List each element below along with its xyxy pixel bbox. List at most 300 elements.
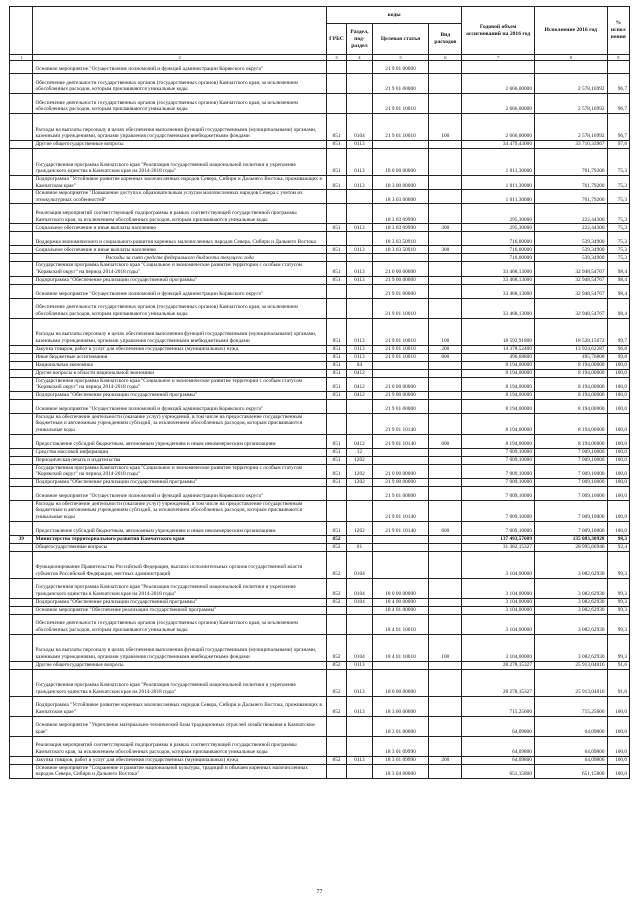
row-name: Государственная программа Камчатского края "Реализация государственной национальной политики и укрепление гражданского единства в Камчатском крае на 2014-2018 годы" [33,669,326,696]
row-target: 21 9 01 10140 [372,434,429,448]
report-page [9,6,630,779]
row-vid [429,284,462,298]
row-vid [429,94,462,114]
table-row [10,204,630,224]
row-name: Подпрограмма "Обеспечение реализации государственной программы" [33,391,326,399]
row-number [10,764,33,778]
row-name: Общегосударственные вопросы [33,543,326,551]
table-row [10,756,630,764]
table-row [10,94,630,114]
row-name: Государственная программа Камчатского края "Социальное и экономическое развитие территории с особым статусом "Корякский округ" на период 2014-2018 годы" [33,262,326,276]
row-number [10,94,33,114]
table-row [10,74,630,94]
row-name: Средства массовой информации [33,448,326,456]
row-name: Расходы на выплаты персоналу в целях обеспечения выполнения функций государственными (муниципальными) органами, казенными учреждениями, органами управления государственными внебюджетными фондами [33,318,326,345]
row-razdel [347,94,373,114]
row-number [10,634,33,661]
row-name: Расходы за счет средств федерального бюджета текущего года [33,254,326,262]
row-grbs: 851 [326,345,346,353]
table-row [10,284,630,298]
row-razdel: 0104 [347,598,373,606]
row-name: Расходы на выплаты персоналу в целях обеспечения выполнения функций государственными (муниципальными) органами, казенными учреждениями, органами управления государственными внебюджетными фондами [33,634,326,661]
row-vid [429,669,462,696]
row-grbs: 851 [326,262,346,276]
row-vid [429,578,462,598]
row-razdel [347,535,373,543]
row-razdel [347,486,373,500]
row-annual: 2 666,00000 [462,74,535,94]
row-name: Обеспечение деятельности государственных органов (государственных органов) Камчатского края, за исключением обособленных расходов, которым присваиваются уникальные коды [33,74,326,94]
row-exec: 761,79200 [534,190,607,204]
row-percent: 100,0 [607,377,629,391]
row-number [10,61,33,74]
row-number [10,276,33,284]
row-number [10,377,33,391]
row-name: Государственная программа Камчатского края "Реализация государственной национальной политики и укрепление гражданского единства в Камчатском крае на 2014-2018 годы" [33,578,326,598]
row-exec: 539,34900 [534,254,607,262]
row-razdel: 1202 [347,464,373,478]
row-percent: 75,3 [607,149,629,176]
row-name: Иные бюджетные ассигнования [33,353,326,361]
row-target: 21 9 01 00000 [372,284,429,298]
row-razdel [347,298,373,318]
row-grbs [326,61,346,74]
row-percent: 75,3 [607,232,629,246]
row-target: 18 3 03 50910 [372,232,429,246]
row-grbs: 851 [326,114,346,141]
row-number [10,114,33,141]
row-target: 18 3 03 00000 [372,190,429,204]
row-vid [429,551,462,578]
row-razdel: 0113 [347,141,373,149]
row-name: Подпрограмма "Обеспечение реализации государственной программы" [33,598,326,606]
row-annual: 7 009,10000 [462,500,535,521]
row-percent: 98,4 [607,262,629,276]
row-percent: 75,3 [607,246,629,254]
row-target: 21 9 01 00000 [372,74,429,94]
row-exec: 3 082,62930 [534,598,607,606]
row-percent: 98,4 [607,284,629,298]
row-grbs: 851 [326,521,346,535]
row-target: 21 9 01 00000 [372,61,429,74]
row-exec: 33 710,33967 [534,141,607,149]
row-number [10,254,33,262]
row-annual: 137 493,57609 [462,535,535,543]
row-vid [429,61,462,74]
row-percent [607,61,629,74]
row-exec: 3 082,62930 [534,634,607,661]
row-percent: 99,7 [607,318,629,345]
row-target: 21 9 01 10010 [372,94,429,114]
row-number [10,413,33,434]
row-name: Основное мероприятие "Осуществление полномочий и функций администрации Корякского округа" [33,486,326,500]
table-row [10,543,630,551]
row-grbs: 852 [326,551,346,578]
col-num: 3 [326,55,346,61]
row-target: 21 9 01 00000 [372,486,429,500]
row-razdel [347,413,373,434]
header-number [10,7,33,55]
row-razdel: 0113 [347,276,373,284]
row-razdel: 12 [347,448,373,456]
row-vid [429,254,462,262]
row-razdel: 0113 [347,246,373,254]
row-annual: 64,09800 [462,716,535,736]
row-percent: 100,0 [607,369,629,377]
row-target [372,551,429,578]
row-vid [429,149,462,176]
row-grbs: 851 [326,464,346,478]
row-number [10,448,33,456]
row-annual: 7 009,10000 [462,448,535,456]
header-grbs: ГРБС [326,24,346,55]
header-annual: Годовой объем ассигнований на 2016 год [462,7,535,55]
row-exec: 715,25600 [534,696,607,716]
row-target: 21 9 01 10010 [372,345,429,353]
row-annual: 716,00000 [462,232,535,246]
row-exec: 3 082,62930 [534,614,607,634]
row-target: 18 3 01 09990 [372,736,429,756]
row-razdel: 01 [347,543,373,551]
row-name: Основное мероприятие "Укрепление материально-технической базы традиционных отраслей хозяйствования в Камчатском крае" [33,716,326,736]
row-grbs [326,232,346,246]
row-grbs: 851 [326,456,346,464]
row-percent: 99,3 [607,578,629,598]
row-exec: 761,79200 [534,149,607,176]
row-annual: 7 009,10000 [462,464,535,478]
row-number [10,369,33,377]
row-percent: 96,7 [607,94,629,114]
row-grbs: 851 [326,434,346,448]
row-annual: 2 666,00000 [462,114,535,141]
row-annual: 64,09800 [462,756,535,764]
row-name: Подпрограмма "Обеспечение реализации государственной программы" [33,478,326,486]
row-exec: 3 082,62930 [534,606,607,614]
row-razdel [347,736,373,756]
row-annual: 33 468,13000 [462,284,535,298]
row-percent: 100,0 [607,413,629,434]
row-annual: 3 104,00000 [462,578,535,598]
row-grbs: 852 [326,756,346,764]
row-exec: 8 194,00000 [534,434,607,448]
row-number [10,521,33,535]
row-exec: 64,09800 [534,716,607,736]
table-row [10,61,630,74]
table-row [10,246,630,254]
row-number [10,606,33,614]
row-exec: 8 194,00000 [534,391,607,399]
table-row [10,478,630,486]
row-vid [429,486,462,500]
header-row-top [10,7,630,24]
row-annual: 295,30000 [462,224,535,232]
row-vid [429,598,462,606]
row-razdel [347,716,373,736]
table-row [10,369,630,377]
row-annual: 1 011,30000 [462,176,535,190]
table-row [10,578,630,598]
row-grbs: 851 [326,391,346,399]
row-exec: 32 948,54767 [534,276,607,284]
table-row [10,176,630,190]
row-number [10,149,33,176]
row-percent: 99,3 [607,634,629,661]
row-target: 21 9 01 10010 [372,353,429,361]
row-name: Основное мероприятие "Осуществление полномочий и функций администрации Корякского округа" [33,284,326,298]
row-percent: 100,0 [607,756,629,764]
row-percent: 100,0 [607,399,629,413]
row-number [10,391,33,399]
row-vid [429,391,462,399]
row-annual: 295,30000 [462,204,535,224]
row-grbs: 852 [326,543,346,551]
table-row [10,361,630,369]
row-annual [462,61,535,74]
row-vid [429,141,462,149]
row-number [10,262,33,276]
row-number: 39 [10,535,33,543]
table-row [10,614,630,634]
row-exec: 651,15800 [534,764,607,778]
row-number [10,716,33,736]
row-number [10,486,33,500]
row-exec: 7 009,10000 [534,448,607,456]
table-row [10,661,630,669]
row-name: Реализация мероприятий соответствующей подпрограммы в рамках соответствующей государственной программы Камчатского края, за исключением обособленных расходов, которым присваиваются уникальные коды [33,736,326,756]
row-target: 21 9 01 00000 [372,399,429,413]
row-name: Подпрограмма "Обеспечение реализации государственной программы" [33,276,326,284]
row-annual: 8 194,00000 [462,434,535,448]
row-target [372,369,429,377]
row-target: 18 3 03 09990 [372,224,429,232]
row-number [10,661,33,669]
row-name: Функционирование Правительства Российской Федерации, высших исполнительных органов государственной власти субъектов Российской Федерации, местных администраций [33,551,326,578]
row-grbs: 852 [326,598,346,606]
row-vid [429,190,462,204]
row-annual: 8 194,00000 [462,377,535,391]
row-exec: 2 578,16992 [534,94,607,114]
table-row [10,696,630,716]
table-row [10,434,630,448]
row-number [10,669,33,696]
row-razdel: 0113 [347,661,373,669]
col-num: 4 [347,55,373,61]
row-percent: 100,0 [607,391,629,399]
row-vid [429,204,462,224]
row-target: 21 9 01 10140 [372,413,429,434]
row-grbs [326,94,346,114]
table-row [10,464,630,478]
table-row [10,190,630,204]
col-num: 8 [534,55,607,61]
row-percent: 98,4 [607,276,629,284]
row-percent: 100,0 [607,448,629,456]
table-row [10,345,630,353]
row-target: 21 9 01 10010 [372,318,429,345]
row-annual: 1 011,30000 [462,190,535,204]
row-razdel [347,74,373,94]
row-number [10,736,33,756]
table-row [10,486,630,500]
row-percent: 98,4 [607,298,629,318]
row-razdel: 0113 [347,345,373,353]
row-grbs [326,606,346,614]
row-grbs: 851 [326,369,346,377]
row-name: Закупка товаров, работ и услуг для обеспечения государственных (муниципальных) нужд [33,756,326,764]
row-annual: 64,09800 [462,736,535,756]
row-vid: 100 [429,318,462,345]
budget-table [9,6,630,779]
row-grbs: 851 [326,377,346,391]
row-exec: 222,44300 [534,204,607,224]
table-row [10,353,630,361]
row-name: Государственная программа Камчатского края "Социальное и экономическое развитие территории с особым статусом "Корякский округ" на период 2014-2018 годы" [33,377,326,391]
row-grbs [326,399,346,413]
row-name: Расходы на обеспечение деятельности (оказание услуг) учреждений, в том числе на предоставление государственным бюджетным и автономным учреждениям субсидий, за исключением обособленных расходов, которым присваиваются уникальные коды [33,500,326,521]
row-name: Другие вопросы в области национальной экономики [33,369,326,377]
row-name: Расходы на выплаты персоналу в целях обеспечения выполнения функций государственными (муниципальными) органами, казенными учреждениями, органами управления государственными внебюджетными фондами [33,114,326,141]
row-number [10,434,33,448]
row-target: 18 3 00 00000 [372,696,429,716]
row-name: Обеспечение деятельности государственных органов (государственных органов) Камчатского края, за исключением обособленных расходов, которым присваиваются уникальные коды [33,94,326,114]
row-vid [429,232,462,246]
row-vid [429,736,462,756]
row-exec: 8 194,00000 [534,399,607,413]
row-annual: 14 378,52400 [462,345,535,353]
row-razdel: 0412 [347,391,373,399]
row-razdel: 0113 [347,224,373,232]
row-vid [429,276,462,284]
row-razdel: 0113 [347,756,373,764]
row-target: 18 0 00 00000 [372,149,429,176]
row-vid: 300 [429,224,462,232]
col-num: 2 [33,55,326,61]
row-razdel [347,284,373,298]
row-vid [429,361,462,369]
table-row [10,224,630,232]
table-row [10,606,630,614]
header-codes: коды [326,7,462,24]
row-number [10,361,33,369]
row-target [372,535,429,543]
row-target [372,456,429,464]
row-percent: 75,3 [607,254,629,262]
row-annual: 33 468,13000 [462,298,535,318]
table-row [10,377,630,391]
row-annual: 34 479,43000 [462,141,535,149]
row-annual: 716,00000 [462,254,535,262]
row-vid [429,661,462,669]
row-grbs: 851 [326,318,346,345]
row-grbs: 851 [326,149,346,176]
row-annual: 28 278,15327 [462,669,535,696]
col-num: 6 [429,55,462,61]
row-exec: 495,76808 [534,353,607,361]
row-vid [429,764,462,778]
row-vid: 100 [429,114,462,141]
row-percent: 75,3 [607,224,629,232]
table-row [10,598,630,606]
row-vid: 200 [429,345,462,353]
table-row [10,535,630,543]
row-target: 21 9 01 10140 [372,500,429,521]
row-number [10,399,33,413]
table-row [10,276,630,284]
row-name: Периодическая печать и издательства [33,456,326,464]
row-number [10,551,33,578]
row-exec: 32 948,54767 [534,284,607,298]
row-target: 21 9 00 00000 [372,276,429,284]
row-percent: 99,3 [607,551,629,578]
row-grbs: 852 [326,696,346,716]
row-razdel [347,614,373,634]
row-grbs [326,486,346,500]
row-razdel: 04 [347,361,373,369]
row-grbs [326,284,346,298]
table-row [10,413,630,434]
row-exec: 8 194,00000 [534,413,607,434]
row-target: 18 3 01 00000 [372,716,429,736]
table-row [10,318,630,345]
row-number [10,578,33,598]
row-number [10,318,33,345]
row-exec: 8 194,00000 [534,377,607,391]
row-razdel: 0113 [347,696,373,716]
row-percent: 100,0 [607,716,629,736]
row-number [10,456,33,464]
row-percent: 99,3 [607,606,629,614]
row-name: Подпрограмма "Устойчивое развитие коренных малочисленных народов Севера, Сибири и Дальнего Востока, проживающих в Камчатском крае" [33,176,326,190]
row-name: Государственная программа Камчатского края "Реализация государственной национальной политики и укрепление гражданского единства в Камчатском крае на 2014-2018 годы" [33,149,326,176]
header-razdel: Раздел, под-раздел [347,24,373,55]
table-row [10,634,630,661]
row-target: 18 0 00 00000 [372,578,429,598]
row-target [372,448,429,456]
row-name: Основное мероприятие "Осуществление полномочий и функций администрации Корякского округа" [33,399,326,413]
row-exec: 539,34900 [534,232,607,246]
row-percent: 98,3 [607,535,629,543]
row-grbs: 852 [326,634,346,661]
row-name: Предоставление субсидий бюджетным, автономным учреждениям и иным некоммерческим организациям [33,434,326,448]
row-target: 21 9 01 10140 [372,521,429,535]
row-percent: 100,0 [607,478,629,486]
header-percent: % испол нения [607,7,629,55]
row-percent: 100,0 [607,521,629,535]
row-vid [429,535,462,543]
col-num: 7 [462,55,535,61]
row-razdel [347,606,373,614]
row-grbs: 851 [326,361,346,369]
row-vid [429,74,462,94]
row-number [10,345,33,353]
row-razdel [347,500,373,521]
row-exec: 135 083,30928 [534,535,607,543]
table-row [10,669,630,696]
row-percent: 100,0 [607,434,629,448]
col-num: 1 [10,55,33,61]
row-razdel: 1202 [347,478,373,486]
row-razdel: 0104 [347,114,373,141]
row-name: Реализация мероприятий соответствующей подпрограммы в рамках соответствующей государственной программы Камчатского края, за исключением обособленных расходов, которым присваиваются уникальные коды [33,204,326,224]
row-razdel: 0113 [347,353,373,361]
row-razdel: 0113 [347,262,373,276]
row-percent: 100,0 [607,486,629,500]
row-annual: 3 104,00000 [462,614,535,634]
row-exec: 7 009,10000 [534,478,607,486]
row-number [10,696,33,716]
row-vid [429,377,462,391]
row-target [372,661,429,669]
